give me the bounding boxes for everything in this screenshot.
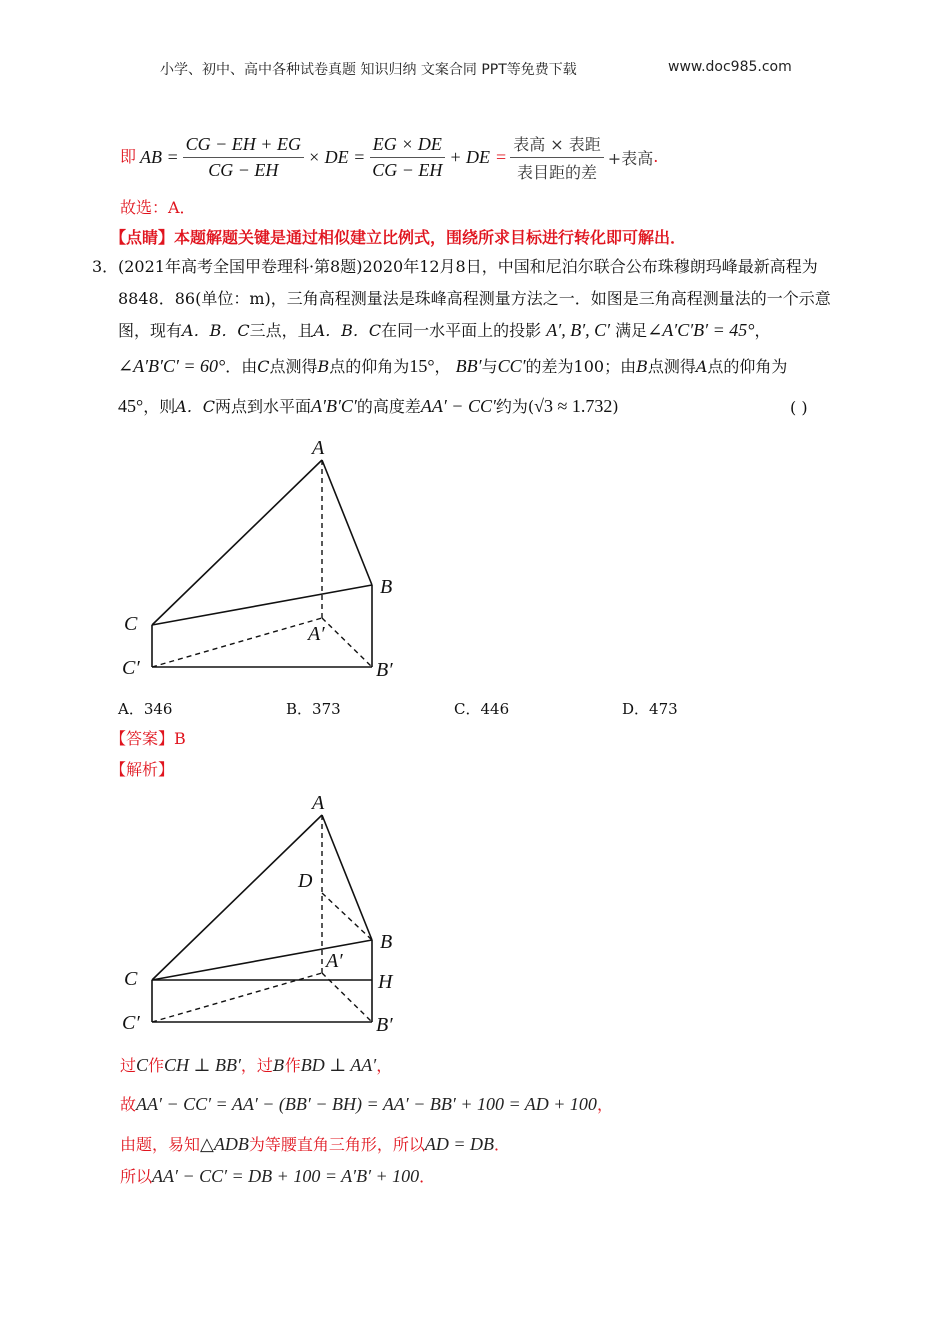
q4-angle-15: 15° xyxy=(409,356,435,376)
option-d[interactable]: D．473 xyxy=(622,700,678,718)
question-line-3 xyxy=(118,320,770,341)
fig1-edge-ca-base xyxy=(152,618,322,667)
fraction-3-denominator: 表目距的差 xyxy=(516,162,597,182)
q5-text-d: 两点到水平面 xyxy=(215,397,312,416)
formula-prefix: 即 xyxy=(120,147,137,166)
fig2-edge-ab xyxy=(322,815,372,940)
s1-ch-perp: CH ⊥ BB′ xyxy=(164,1055,241,1075)
formula-times-de: × DE = xyxy=(307,146,366,167)
q4-point-c: C xyxy=(257,357,270,376)
fraction-1-numerator: CG − EH + EG xyxy=(183,134,304,158)
solution-line-1 xyxy=(120,1055,392,1076)
fig2-edge-ac xyxy=(152,815,322,980)
fig2-label-a-prime: A′ xyxy=(326,950,343,972)
s1-point-c: C xyxy=(136,1055,149,1075)
header-url[interactable]: www.doc985.com xyxy=(668,59,792,75)
q4-point-b-2: B xyxy=(636,357,648,376)
s3-triangle: △ADB xyxy=(200,1134,249,1154)
s3-ad-db: AD = DB xyxy=(424,1134,495,1154)
fig2-label-b: B xyxy=(380,931,393,953)
formula-end: . xyxy=(653,147,659,166)
s3-text-a: 由题，易知 xyxy=(120,1135,201,1154)
figure-2 xyxy=(110,785,420,1045)
q4-cc: CC′ xyxy=(497,356,526,376)
q5-text-h: 约为( xyxy=(495,397,535,416)
q4-text-n: 点测得 xyxy=(647,357,696,376)
fraction-1-denominator: CG − EH xyxy=(208,159,279,180)
q5-text-j: ) xyxy=(612,397,619,416)
q3-text-g: 满足 xyxy=(615,321,648,340)
solution-line-4 xyxy=(120,1166,435,1187)
q4-text-l: 的差为100；由 xyxy=(525,357,637,376)
q4-text-b: ．由 xyxy=(225,357,258,376)
formula-fraction-1 xyxy=(183,134,304,181)
q4-text-p: 点的仰角为 xyxy=(707,357,788,376)
s4-text-a: 所以 xyxy=(120,1167,153,1186)
fig1-label-b-prime: B′ xyxy=(376,659,393,681)
fig2-edge-db xyxy=(322,893,372,940)
formula-tail: +表高 xyxy=(607,148,654,168)
s3-text-e: ． xyxy=(494,1135,511,1154)
q3-text-c: 三点，且 xyxy=(249,321,314,340)
q3-text-e: 在同一水平面上的投影 xyxy=(381,321,542,340)
q5-diff: AA′ − CC′ xyxy=(420,396,496,416)
s4-equation: AA′ − CC′ = DB + 100 = A′B′ + 100 xyxy=(152,1166,420,1186)
formula-eq: = xyxy=(496,146,507,167)
fig1-label-a: A xyxy=(312,437,325,459)
s2-equation: AA′ − CC′ = AA′ − (BB′ − BH) = AA′ − BB′ + 100 = AD + 100 xyxy=(136,1094,597,1114)
q3-angle-45: ∠A′C′B′ = 45° xyxy=(647,320,755,340)
answer-blank: ( ) xyxy=(790,398,808,417)
q3-points-abc: A．B．C xyxy=(182,321,250,340)
q5-text-f: 的高度差 xyxy=(356,397,421,416)
fig2-label-b-prime: B′ xyxy=(376,1014,393,1036)
option-c[interactable]: C．446 xyxy=(454,700,510,718)
option-a[interactable]: A．346 xyxy=(118,700,173,718)
prev-answer: 故选：A． xyxy=(120,198,196,217)
q4-point-a: A xyxy=(695,357,708,376)
header-text: 小学、初中、高中各种试卷真题 知识归纳 文案合同 PPT等免费下载 xyxy=(160,62,577,78)
solution-line-2 xyxy=(120,1094,613,1115)
q4-text-h: ， xyxy=(434,357,451,376)
q4-point-b: B xyxy=(317,357,330,376)
s4-text-c: ． xyxy=(419,1167,436,1186)
fig1-edge-ab-base xyxy=(322,618,372,667)
fig1-edge-ac xyxy=(152,460,322,625)
fig2-label-c-prime: C′ xyxy=(122,1012,140,1034)
formula-line xyxy=(120,130,658,184)
formula-fraction-3 xyxy=(510,132,604,183)
fraction-3-numerator: 表高 × 表距 xyxy=(510,132,604,158)
answer-label: 【答案】B xyxy=(110,729,186,748)
fig1-edge-cb xyxy=(152,585,372,625)
q4-text-d: 点测得 xyxy=(269,357,318,376)
s3-text-c: 为等腰直角三角形，所以 xyxy=(248,1135,425,1154)
question-line-2: 8848．86(单位：m)，三角高程测量法是珠峰高程测量方法之一．如图是三角高程测量法的一个示意 xyxy=(118,289,831,308)
fig2-label-c: C xyxy=(124,968,138,990)
figure-1 xyxy=(110,430,420,690)
q5-text-b: ，则 xyxy=(143,397,176,416)
fraction-2-numerator: EG × DE xyxy=(370,134,445,158)
question-number: 3． xyxy=(92,257,119,276)
s1-text-g: 作 xyxy=(284,1056,301,1075)
s1-text-i: ， xyxy=(376,1056,393,1075)
option-b[interactable]: B．373 xyxy=(286,700,341,718)
fig2-label-a: A xyxy=(312,792,325,814)
q3-points-abc-2: A．B．C xyxy=(313,321,382,340)
q5-angle-45: 45° xyxy=(118,396,144,416)
s1-point-b: B xyxy=(272,1056,285,1075)
formula-fraction-2 xyxy=(369,134,445,181)
solution-line-3 xyxy=(120,1134,510,1155)
q4-bb: BB′ xyxy=(455,356,482,376)
fig1-label-b: B xyxy=(380,576,393,598)
question-line-5 xyxy=(118,396,619,417)
fig1-label-c-prime: C′ xyxy=(122,657,140,679)
s1-text-c: 作 xyxy=(148,1056,165,1075)
q5-plane: A′B′C′ xyxy=(311,396,357,416)
s2-text-c: ， xyxy=(596,1095,613,1114)
key-note: 【点睛】本题解题关键是通过相似建立比例式，围绕所求目标进行转化即可解出． xyxy=(110,228,687,247)
s1-text-e: ，过 xyxy=(240,1056,273,1075)
question-line-1: (2021年高考全国甲卷理科·第8题)2020年12月8日，中国和尼泊尔联合公布珠穆朗玛峰最新高程为 xyxy=(118,257,818,276)
q4-text-f: 点的仰角为 xyxy=(329,357,410,376)
fig1-label-c: C xyxy=(124,613,138,635)
q3-text-i: ， xyxy=(754,321,771,340)
analysis-label: 【解析】 xyxy=(110,760,175,779)
fig2-label-d: D xyxy=(298,870,313,892)
q3-projections: A′, B′, C′ xyxy=(546,320,611,340)
s1-text-a: 过 xyxy=(120,1056,137,1075)
fig2-label-h: H xyxy=(378,971,393,993)
q4-angle-60: ∠A′B′C′ = 60° xyxy=(118,356,226,376)
q5-points-ac: A．C xyxy=(175,397,216,416)
fig1-label-a-prime: A′ xyxy=(308,623,325,645)
q5-sqrt3: √3 ≈ 1.732 xyxy=(534,396,613,416)
s2-text-a: 故 xyxy=(120,1095,137,1114)
q4-text-j: 与 xyxy=(481,357,498,376)
formula-plus-de: + DE xyxy=(449,146,491,167)
s1-bd-perp: BD ⊥ AA′ xyxy=(300,1055,377,1075)
question-line-4 xyxy=(118,356,787,377)
q3-text-a: 图，现有 xyxy=(118,321,183,340)
formula-lhs: AB = xyxy=(140,146,179,167)
fig1-edge-ab xyxy=(322,460,372,585)
fraction-2-denominator: CG − EH xyxy=(372,159,443,180)
